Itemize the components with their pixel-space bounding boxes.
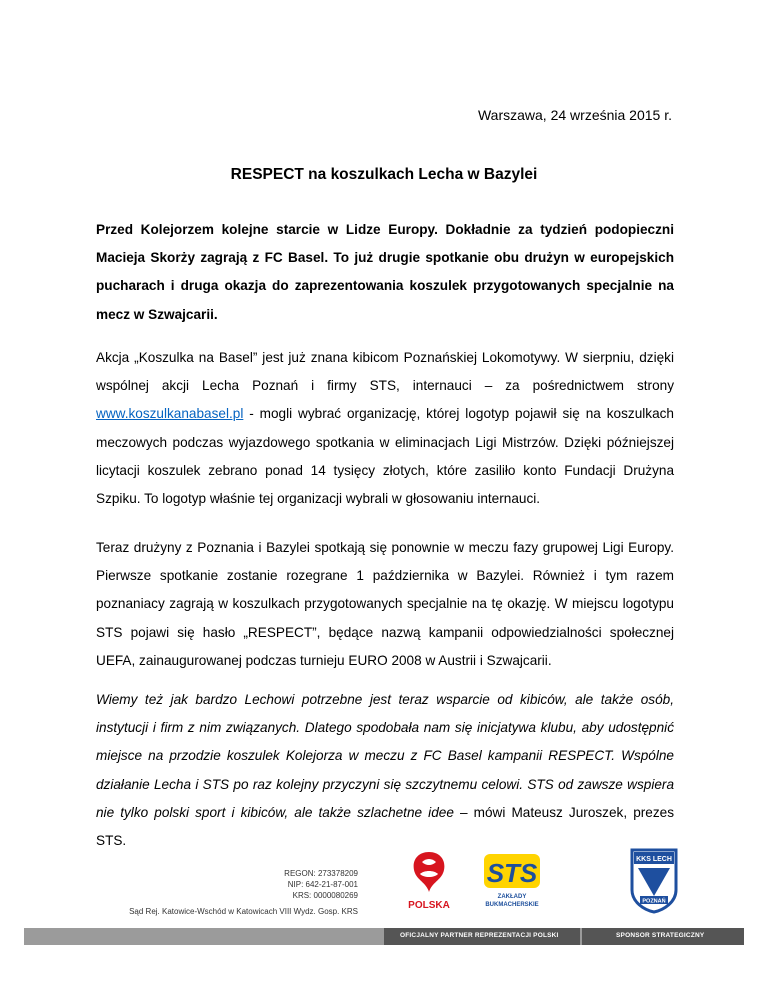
lead-paragraph: Przed Kolejorzem kolejne starcie w Lidze Europy. Dokładnie za tydzień podopieczni Macieja Skorży zagrają z FC Basel. To już drugie spotkanie obu drużyn w europejskich pucharach i druga okazja do zaprezentowania koszulek przygotowanych specjalnie na mecz w Szwajcarii. [96,222,674,322]
document-date: Warszawa, 24 września 2015 r. [477,107,672,123]
paragraph-2 [96,344,674,513]
nip: NIP: 642-21-87-001 [287,880,358,889]
sts-label: STS [486,858,538,888]
paragraph-3: Teraz drużyny z Poznania i Bazylei spotkają się ponownie w meczu fazy grupowej Ligi Europy. Pierwsze spotkanie zostanie rozegrane 1 października w Bazylei. Również i tym razem poznaniacy zagrają w koszulkach przygotowanych specjalnie na tę okazję. W miejscu logotypu STS pojawi się hasło „RESPECT”, będące nazwą kampanii odpowiedzialności społecznej UEFA, zainaugurowanej podczas turnieju EURO 2008 w Austrii i Szwajcarii. [96,540,674,668]
court-registration: Sąd Rej. Katowice-Wschód w Katowicach VIII Wydz. Gosp. KRS [129,907,358,916]
polska-logo [404,848,454,912]
quote-text: Wiemy też jak bardzo Lechowi potrzebne jest teraz wsparcie od kibiców, ale także osób, instytucji i firm z nim związanych. Dlatego spodobała nam się inicjatywa klubu, aby udostępnić miejsce na przodzie koszulek Kolejorza w meczu z FC Basel kampanii RESPECT. Wspólne działanie Lecha i STS po raz kolejny przyczyni się szczytnemu celowi. STS od zawsze wspiera nie tylko polski sport i kibiców, ale także szlachetne idee [96,692,674,820]
koszulkanabasel-link[interactable]: www.koszulkanabasel.pl [96,406,244,422]
paragraph-2-end: - mogli wybrać organizację, której logotyp pojawił się na koszulkach meczowych podczas wyjazdowego spotkania w eliminacjach Ligi Mistrzów. Dzięki późniejszej licytacji koszulek zebrano ponad 14 tysięcy złotych, które zasiliło konto Fundacji Drużyna Szpiku. To logotyp właśnie tej organizacji wybrali w głosowaniu internauci. [96,406,674,507]
sts-sub2: BUKMACHERSKIE [485,902,539,908]
sts-logo [476,852,548,912]
paragraph-4 [96,686,674,855]
partner-text: OFICJALNY PARTNER REPREZENTACJI POLSKI [400,932,559,939]
sponsor-text: SPONSOR STRATEGICZNY [616,932,705,939]
polska-label: POLSKA [408,900,450,911]
regon: REGON: 273378209 [284,869,358,878]
sts-sub1: ZAKŁADY [497,894,527,900]
document-title: RESPECT na koszulkach Lecha w Bazylei [230,166,538,183]
lech-poznan-crest [628,846,680,914]
company-registration [108,868,358,916]
paragraph-2-start: Akcja „Koszulka na Basel” jest już znana kibicom Poznańskiej Lokomotywy. W sierpniu, dzięki wspólnej akcji Lecha Poznań i firmy STS, internauci – za pośrednictwem strony [96,350,674,394]
lech-top-label: KKS LECH [636,856,672,863]
krs: KRS: 0000080269 [292,891,358,900]
lech-bottom-label: POZNAŃ [642,898,666,905]
quote-attribution: – mówi Mateusz Juroszek, prezes STS. [96,804,675,849]
